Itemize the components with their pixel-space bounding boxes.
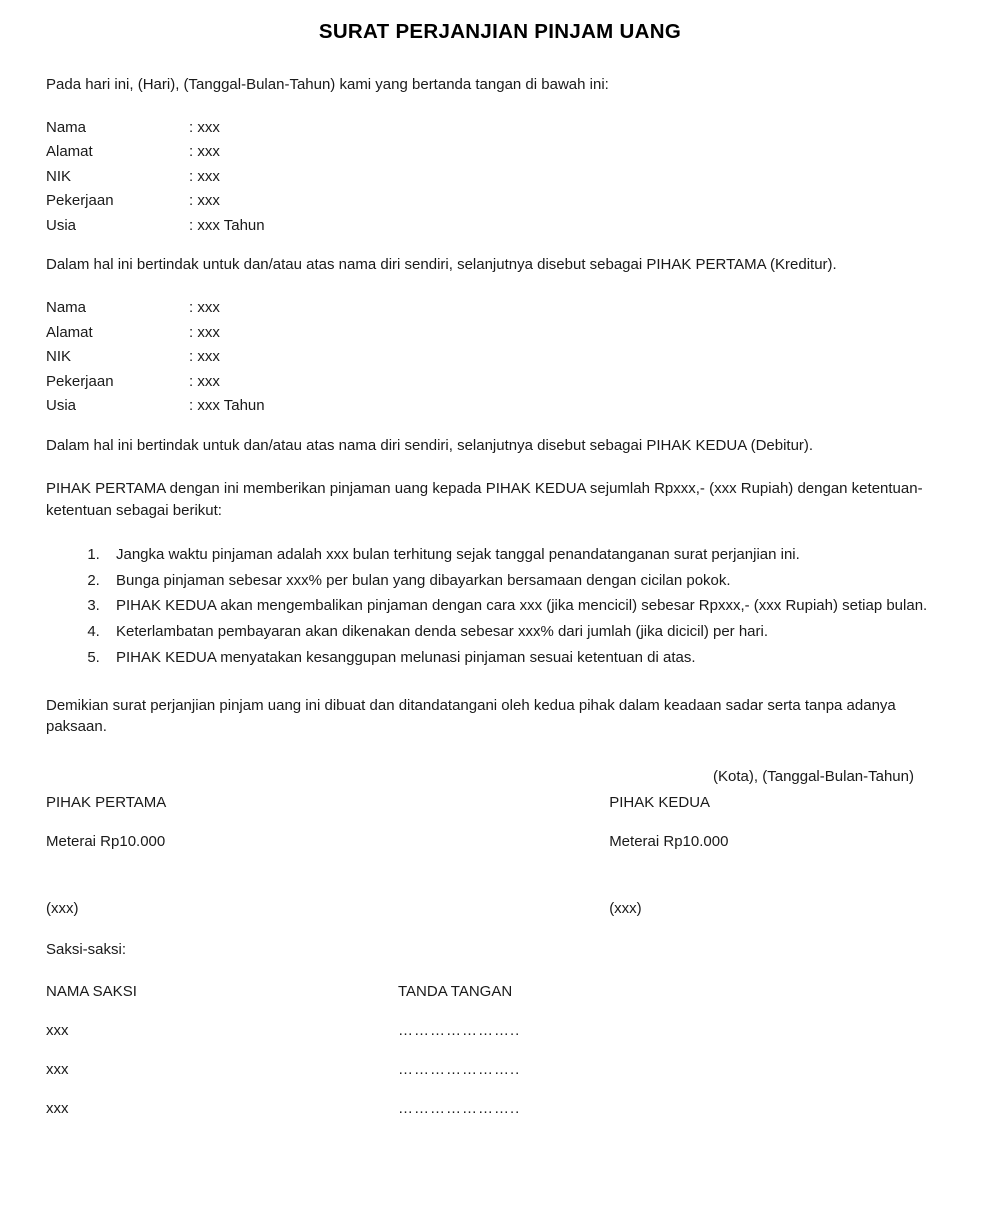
detail-label: Nama bbox=[46, 299, 87, 316]
signature-first-name: (xxx) bbox=[46, 900, 79, 917]
signature-labels-row bbox=[46, 794, 954, 811]
detail-value: : xxx bbox=[189, 323, 220, 341]
stamp-second: Meterai Rp10.000 bbox=[609, 833, 729, 850]
detail-value: : xxx bbox=[189, 192, 220, 210]
table-row bbox=[46, 1100, 954, 1117]
detail-row bbox=[46, 372, 589, 397]
detail-value: : xxx bbox=[189, 299, 220, 316]
intro-paragraph: Pada hari ini, (Hari), (Tanggal-Bulan-Tahun) kami yang bertanda tangan di bawah ini: bbox=[46, 76, 609, 93]
detail-row bbox=[46, 191, 589, 216]
detail-label: Alamat bbox=[46, 143, 93, 161]
detail-value: : xxx bbox=[189, 118, 220, 136]
detail-value: : xxx bbox=[189, 143, 220, 161]
detail-row bbox=[46, 216, 589, 241]
detail-row bbox=[46, 142, 589, 167]
witness-heading: Saksi-saksi: bbox=[46, 941, 127, 958]
party-second-statement: Dalam hal ini bertindak untuk dan/atau atas nama diri sendiri, selanjutnya disebut sebagai PIHAK KEDUA (Debitur). bbox=[46, 436, 814, 454]
witness-name: xxx bbox=[46, 1099, 69, 1117]
stamp-first: Meterai Rp10.000 bbox=[46, 833, 166, 850]
party-second-details bbox=[46, 298, 589, 421]
detail-label: Usia bbox=[46, 397, 77, 414]
table-row bbox=[46, 1061, 954, 1078]
detail-row bbox=[46, 118, 589, 143]
list-item: 1. Jangka waktu pinjaman adalah xxx bulan terhitung sejak tanggal penandatanganan surat perjanjian ini. bbox=[104, 544, 954, 566]
list-item: 5. PIHAK KEDUA menyatakan kesanggupan melunasi pinjaman sesuai ketentuan di atas. bbox=[104, 647, 954, 669]
place-and-date: (Kota), (Tanggal-Bulan-Tahun) bbox=[713, 768, 914, 785]
detail-label: Pekerjaan bbox=[46, 192, 114, 210]
detail-label: Alamat bbox=[46, 323, 93, 341]
signature-first-label: PIHAK PERTAMA bbox=[46, 794, 167, 811]
table-row bbox=[46, 1022, 954, 1039]
witness-signature-line: ………………….. bbox=[398, 1060, 521, 1078]
terms-list bbox=[46, 544, 954, 669]
detail-value: : xxx Tahun bbox=[189, 397, 265, 414]
loan-statement: PIHAK PERTAMA dengan ini memberikan pinjaman uang kepada PIHAK KEDUA sejumlah Rpxxx,- (xxx Rupiah) dengan ketentuan-ketentuan sebagai berikut: bbox=[46, 480, 923, 519]
witness-name: xxx bbox=[46, 1021, 69, 1039]
witness-signature-line: ………………….. bbox=[398, 1099, 521, 1117]
witness-col-sign: TANDA TANGAN bbox=[398, 982, 513, 1000]
detail-label: Nama bbox=[46, 118, 87, 136]
detail-label: Pekerjaan bbox=[46, 372, 114, 390]
detail-row bbox=[46, 298, 589, 323]
signature-names-row bbox=[46, 900, 954, 917]
closing-paragraph: Demikian surat perjanjian pinjam uang ini dibuat dan ditandatangani oleh kedua pihak dalam keadaan sadar serta tanpa adanya paksaan. bbox=[46, 696, 896, 736]
detail-label: Usia bbox=[46, 216, 77, 234]
signature-second-name: (xxx) bbox=[609, 900, 642, 917]
detail-value: : xxx bbox=[189, 372, 220, 390]
detail-row bbox=[46, 323, 589, 348]
witness-table-header bbox=[46, 983, 954, 1000]
detail-value: : xxx bbox=[189, 348, 220, 365]
detail-label: NIK bbox=[46, 167, 72, 185]
detail-value: : xxx bbox=[189, 167, 220, 185]
detail-value: : xxx Tahun bbox=[189, 216, 265, 234]
witness-col-name: NAMA SAKSI bbox=[46, 982, 137, 1000]
party-first-details bbox=[46, 118, 589, 241]
detail-row bbox=[46, 347, 589, 372]
list-item: 2. Bunga pinjaman sebesar xxx% per bulan yang dibayarkan bersamaan dengan cicilan pokok. bbox=[104, 570, 954, 592]
detail-label: NIK bbox=[46, 348, 72, 365]
party-first-statement: Dalam hal ini bertindak untuk dan/atau atas nama diri sendiri, selanjutnya disebut sebagai PIHAK PERTAMA (Kreditur). bbox=[46, 256, 837, 274]
stamp-row bbox=[46, 833, 954, 850]
list-item: 3. PIHAK KEDUA akan mengembalikan pinjaman dengan cara xxx (jika mencicil) sebesar Rpxxx,- (xxx Rupiah) setiap bulan. bbox=[104, 595, 954, 617]
signature-second-label: PIHAK KEDUA bbox=[609, 794, 711, 811]
detail-row bbox=[46, 396, 589, 421]
witness-signature-line: ………………….. bbox=[398, 1021, 521, 1039]
detail-row bbox=[46, 167, 589, 192]
list-item: 4. Keterlambatan pembayaran akan dikenakan denda sebesar xxx% dari jumlah (jika dicicil) per hari. bbox=[104, 621, 954, 643]
witness-name: xxx bbox=[46, 1060, 69, 1078]
page-title: SURAT PERJANJIAN PINJAM UANG bbox=[318, 20, 682, 43]
